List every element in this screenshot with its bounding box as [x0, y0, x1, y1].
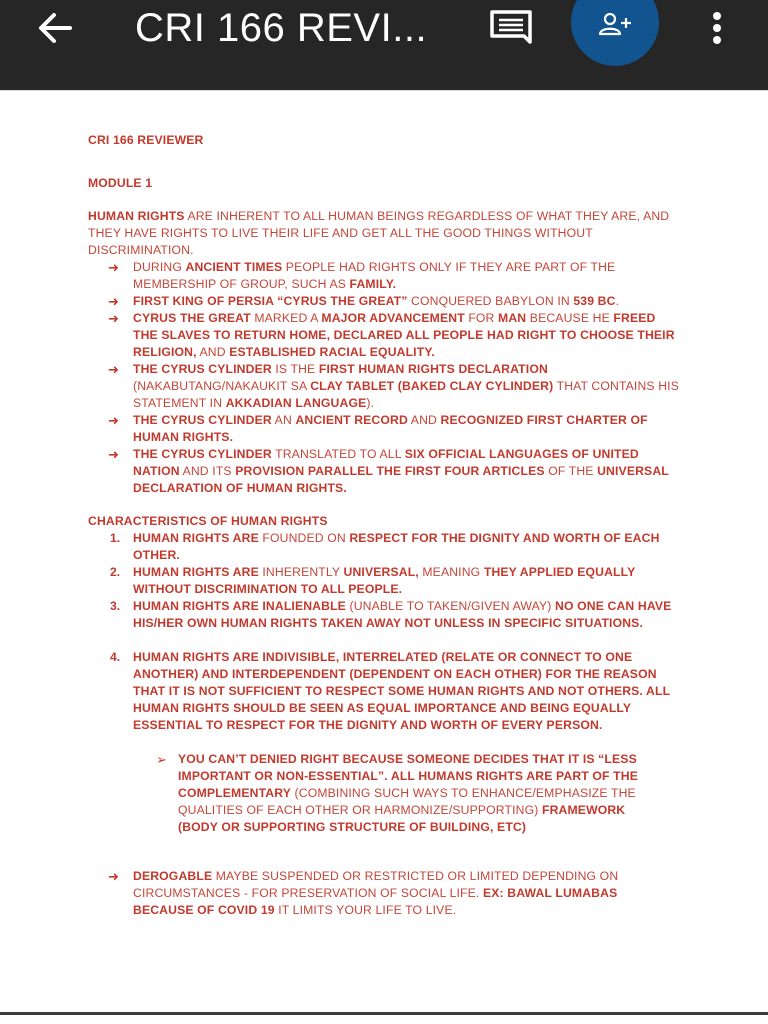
bullet-item: THE CYRUS CYLINDER IS THE FIRST HUMAN RIGHTS DECLARATION (NAKABUTANG/NAKAUKIT SA CLAY TABLET (BAKED CLAY CYLINDER) THAT CONTAINS HIS STATEMENT IN AKKADIAN LANGUAGE).: [133, 362, 679, 410]
bullet-item: THE CYRUS CYLINDER AN ANCIENT RECORD AND RECOGNIZED FIRST CHARTER OF HUMAN RIGHTS.: [133, 413, 648, 444]
list-number: 3.: [110, 599, 121, 613]
arrow-bullet-icon: ➜: [108, 362, 119, 377]
derogable-item: DEROGABLE MAYBE SUSPENDED OR RESTRICTED OR LIMITED DEPENDING ON CIRCUMSTANCES - FOR PRESERVATION OF SOCIAL LIFE. EX: BAWAL LUMABAS BECAUSE OF COVID 19 IT LIMITS YOUR LIFE TO LIVE.: [133, 869, 619, 917]
arrow-bullet-icon: ➜: [108, 311, 119, 326]
comments-button[interactable]: [486, 6, 536, 50]
bullet-item: THE CYRUS CYLINDER TRANSLATED TO ALL SIX OFFICIAL LANGUAGES OF UNITED NATION AND ITS PROVISION PARALLEL THE FIRST FOUR ARTICLES OF THE UNIVERSAL DECLARATION OF HUMAN RIGHTS.: [133, 447, 669, 495]
list-number: 2.: [110, 565, 121, 579]
list-number: 1.: [110, 531, 121, 545]
intro-paragraph: HUMAN RIGHTS ARE INHERENT TO ALL HUMAN BEINGS REGARDLESS OF WHAT THEY ARE, AND THEY HAVE RIGHTS TO LIVE THEIR LIFE AND GET ALL THE GOOD THINGS WITHOUT DISCRIMINATION.: [88, 209, 670, 257]
comment-icon: [486, 6, 536, 50]
arrow-bullet-icon: ➜: [108, 294, 119, 309]
characteristic-item: HUMAN RIGHTS ARE INHERENTLY UNIVERSAL, MEANING THEY APPLIED EQUALLY WITHOUT DISCRIMINATION TO ALL PEOPLE.: [133, 565, 636, 596]
app-bar: [0, 0, 768, 90]
arrow-bullet-icon: ➜: [108, 869, 119, 884]
document-page: [0, 90, 768, 1011]
characteristic-item: HUMAN RIGHTS ARE INALIENABLE (UNABLE TO TAKEN/GIVEN AWAY) NO ONE CAN HAVE HIS/HER OWN HUMAN RIGHTS TAKEN AWAY NOT UNLESS IN SPECIFIC SITUATIONS.: [133, 599, 672, 630]
characteristic-item: HUMAN RIGHTS ARE FOUNDED ON RESPECT FOR THE DIGNITY AND WORTH OF EACH OTHER.: [133, 531, 660, 562]
bullet-item: DURING ANCIENT TIMES PEOPLE HAD RIGHTS ONLY IF THEY ARE PART OF THE MEMBERSHIP OF GROUP, SUCH AS FAMILY.: [133, 260, 616, 291]
bullet-item: FIRST KING OF PERSIA “CYRUS THE GREAT” CONQUERED BABYLON IN 539 BC.: [133, 294, 620, 308]
list-number: 4.: [110, 650, 121, 664]
share-button[interactable]: [571, 0, 659, 66]
person-add-icon: [597, 12, 635, 36]
arrow-bullet-icon: ➜: [108, 413, 119, 428]
triangle-bullet-icon: ➢: [156, 752, 167, 767]
bottom-divider: [0, 1012, 768, 1015]
characteristics-heading: CHARACTERISTICS OF HUMAN RIGHTS: [88, 514, 328, 528]
arrow-bullet-icon: ➜: [108, 260, 119, 275]
back-button[interactable]: [30, 8, 84, 48]
document-title: CRI 166 REVI...: [135, 6, 428, 50]
sub-bullet-item: YOU CAN’T DENIED RIGHT BECAUSE SOMEONE DECIDES THAT IT IS “LESS IMPORTANT OR NON-ESSENTIAL”. ALL HUMANS RIGHTS ARE PART OF THE COMPLEMENTARY (COMBINING SUCH WAYS TO ENHANCE/EMPHASIZE THE QUALITIES OF EACH OTHER OR HARMONIZE/SUPPORTING) FRAMEWORK (BODY OR SUPPORTING STRUCTURE OF BUILDING, ETC): [178, 752, 639, 834]
doc-title: CRI 166 REVIEWER: [88, 133, 204, 147]
more-options-button[interactable]: [702, 6, 732, 50]
arrow-back-icon: [30, 8, 84, 48]
characteristic-item: HUMAN RIGHTS ARE INDIVISIBLE, INTERRELATED (RELATE OR CONNECT TO ONE ANOTHER) AND INTERDEPENDENT (DEPENDENT ON EACH OTHER) FOR THE REASON THAT IT IS NOT SUFFICIENT TO RESPECT SOME HUMAN RIGHTS AND NOT OTHERS. ALL HUMAN RIGHTS SHOULD BE SEEN AS EQUAL IMPORTANCE AND BEING EQUALLY ESSENTIAL TO RESPECT FOR THE DIGNITY AND WORTH OF EVERY PERSON.: [133, 650, 670, 732]
bullet-item: CYRUS THE GREAT MARKED A MAJOR ADVANCEMENT FOR MAN BECAUSE HE FREED THE SLAVES TO RETURN HOME, DECLARED ALL PEOPLE HAD RIGHT TO CHOOSE THEIR RELIGION, AND ESTABLISHED RACIAL EQUALITY.: [133, 311, 675, 359]
arrow-bullet-icon: ➜: [108, 447, 119, 462]
more-vert-icon: [702, 6, 732, 50]
module-heading: MODULE 1: [88, 176, 153, 190]
